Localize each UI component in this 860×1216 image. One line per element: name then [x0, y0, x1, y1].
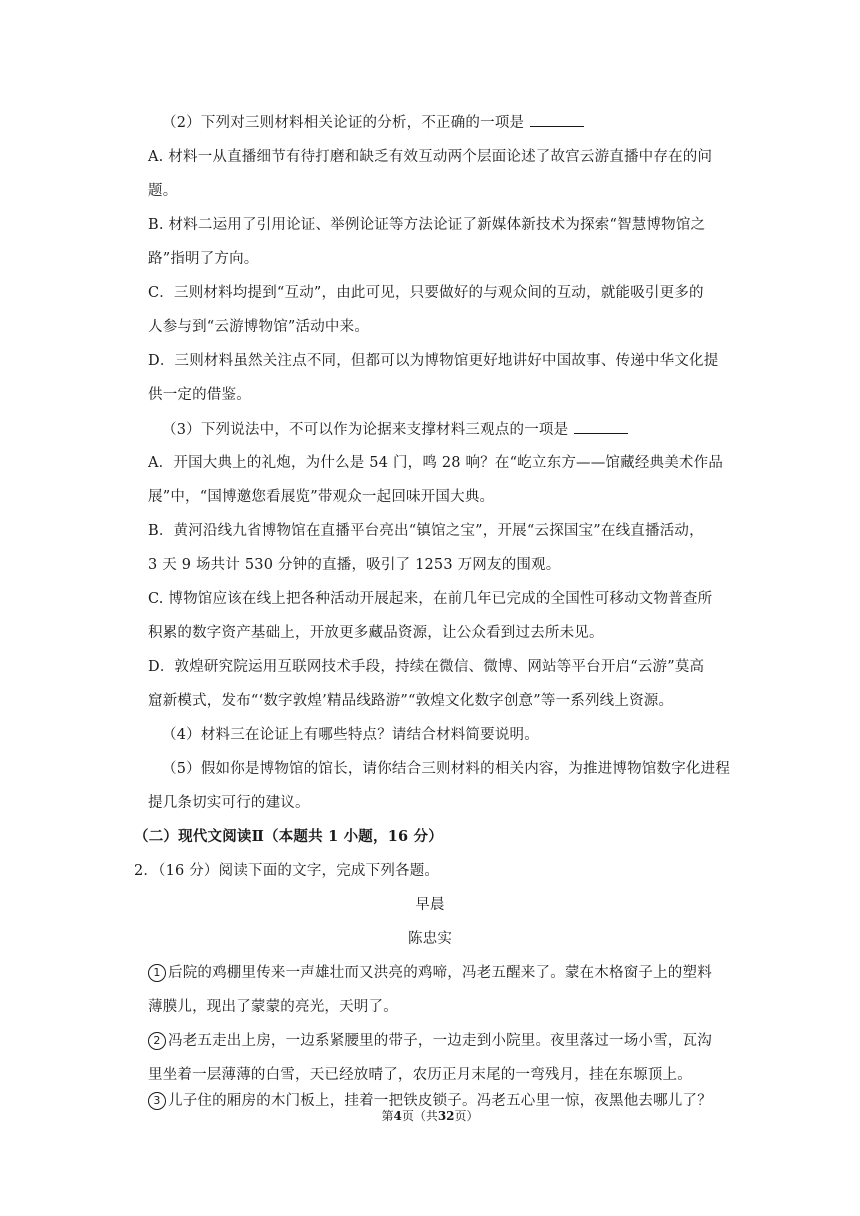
option-b-line2: 路”指明了方向。	[148, 251, 259, 267]
answer-blank	[574, 419, 628, 434]
option-b-line1: B．黄河沿线九省博物馆在直播平台亮出“镇馆之宝”，开展“云探国宝”在线直播活动，	[148, 523, 704, 539]
option-d-line1: D．三则材料虽然关注点不同，但都可以为博物馆更好地讲好中国故事、传递中华文化提	[148, 353, 719, 369]
option-d-line1: D．敦煌研究院运用互联网技术手段，持续在微信、微博、网站等平台开启“云游”莫高	[148, 659, 705, 675]
paragraph-number-1: 1	[148, 964, 166, 982]
story-paragraph-2-line2: 里坐着一层薄薄的白雪，天已经放晴了，农历正月末尾的一弯残月，挂在东塬顶上。	[148, 1067, 692, 1083]
question-stem-text: （3）下列说法中，不可以作为论据来支撑材料三观点的一项是	[162, 422, 569, 438]
option-d-line2: 窟新模式，发布“‘数字敦煌’精品线路游”“敦煌文化数字创意”等一系列线上资源。	[148, 693, 674, 709]
story-paragraph-1-line1	[148, 963, 712, 983]
option-c-line1: C．三则材料均提到“互动”，由此可见，只要做好的与观众间的互动，就能吸引更多的	[148, 285, 704, 301]
story-title: 早晨	[415, 897, 445, 913]
paragraph-text: 冯老五走出上房，一边系紧腰里的带子，一边走到小院里。夜里落过一场小雪，瓦沟	[168, 1033, 712, 1049]
paragraph-text: 儿子住的厢房的木门板上，挂着一把铁皮锁子。冯老五心里一惊，夜黑他去哪儿了？	[168, 1093, 712, 1109]
story-paragraph-1-line2: 薄膜儿，现出了蒙蒙的亮光，天明了。	[148, 999, 398, 1015]
question-2-intro: 2．（16 分）阅读下面的文字，完成下列各题。	[134, 863, 440, 879]
footer-prefix: 第	[381, 1109, 394, 1123]
option-c-line2: 积累的数字资产基础上，开放更多藏品资源，让公众看到过去所未见。	[148, 625, 604, 641]
section-heading: （二）现代文阅读Ⅱ（本题共 1 小题，16 分）	[134, 828, 443, 845]
paragraph-number-3: 3	[148, 1092, 166, 1110]
option-d-line2: 供一定的借鉴。	[148, 387, 251, 403]
option-b-line1: B. 材料二运用了引用论证、举例论证等方法论证了新媒体新技术为探索“智慧博物馆之	[148, 217, 706, 233]
paragraph-text: 后院的鸡棚里传来一声雄壮而又洪亮的鸡啼，冯老五醒来了。蒙在木格窗子上的塑料	[168, 965, 712, 981]
page-total: 32	[437, 1109, 455, 1123]
option-c-line2: 人参与到“云游博物馆”活动中来。	[148, 319, 370, 335]
story-author: 陈忠实	[407, 931, 453, 947]
page-number: 4	[393, 1109, 402, 1123]
question-3-5-line2: 提几条切实可行的建议。	[148, 795, 310, 811]
question-3-4: （4）材料三在论证上有哪些特点？请结合材料简要说明。	[162, 727, 539, 743]
question-3-5-line1: （5）假如你是博物馆的馆长，请你结合三则材料的相关内容，为推进博物馆数字化进程	[162, 761, 731, 777]
answer-blank	[530, 112, 584, 127]
page-footer	[0, 1108, 860, 1124]
option-a-line1: A．开国大典上的礼炮，为什么是 54 门，鸣 28 响？在“屹立东方——馆藏经典美术作品	[148, 455, 724, 471]
paragraph-number-2: 2	[148, 1032, 166, 1050]
option-a-line2: 题。	[148, 183, 178, 199]
story-paragraph-2-line1	[148, 1031, 712, 1051]
question-3-2-stem	[162, 112, 584, 133]
footer-suffix: 页）	[454, 1109, 479, 1123]
option-a-line2: 展”中，“国博邀您看展览”带观众一起回味开国大典。	[148, 489, 495, 505]
question-stem-text: （2）下列对三则材料相关论证的分析，不正确的一项是	[162, 115, 525, 131]
option-b-line2: 3 天 9 场共计 530 分钟的直播，吸引了 1253 万网友的围观。	[148, 557, 561, 573]
option-a-line1: A. 材料一从直播细节有待打磨和缺乏有效互动两个层面论述了故宫云游直播中存在的问	[148, 149, 713, 165]
question-3-3-stem	[162, 419, 628, 440]
footer-mid: 页（共	[401, 1109, 438, 1123]
option-c-line1: C. 博物馆应该在线上把各种活动开展起来，在前几年已完成的全国性可移动文物普查所	[148, 591, 713, 607]
